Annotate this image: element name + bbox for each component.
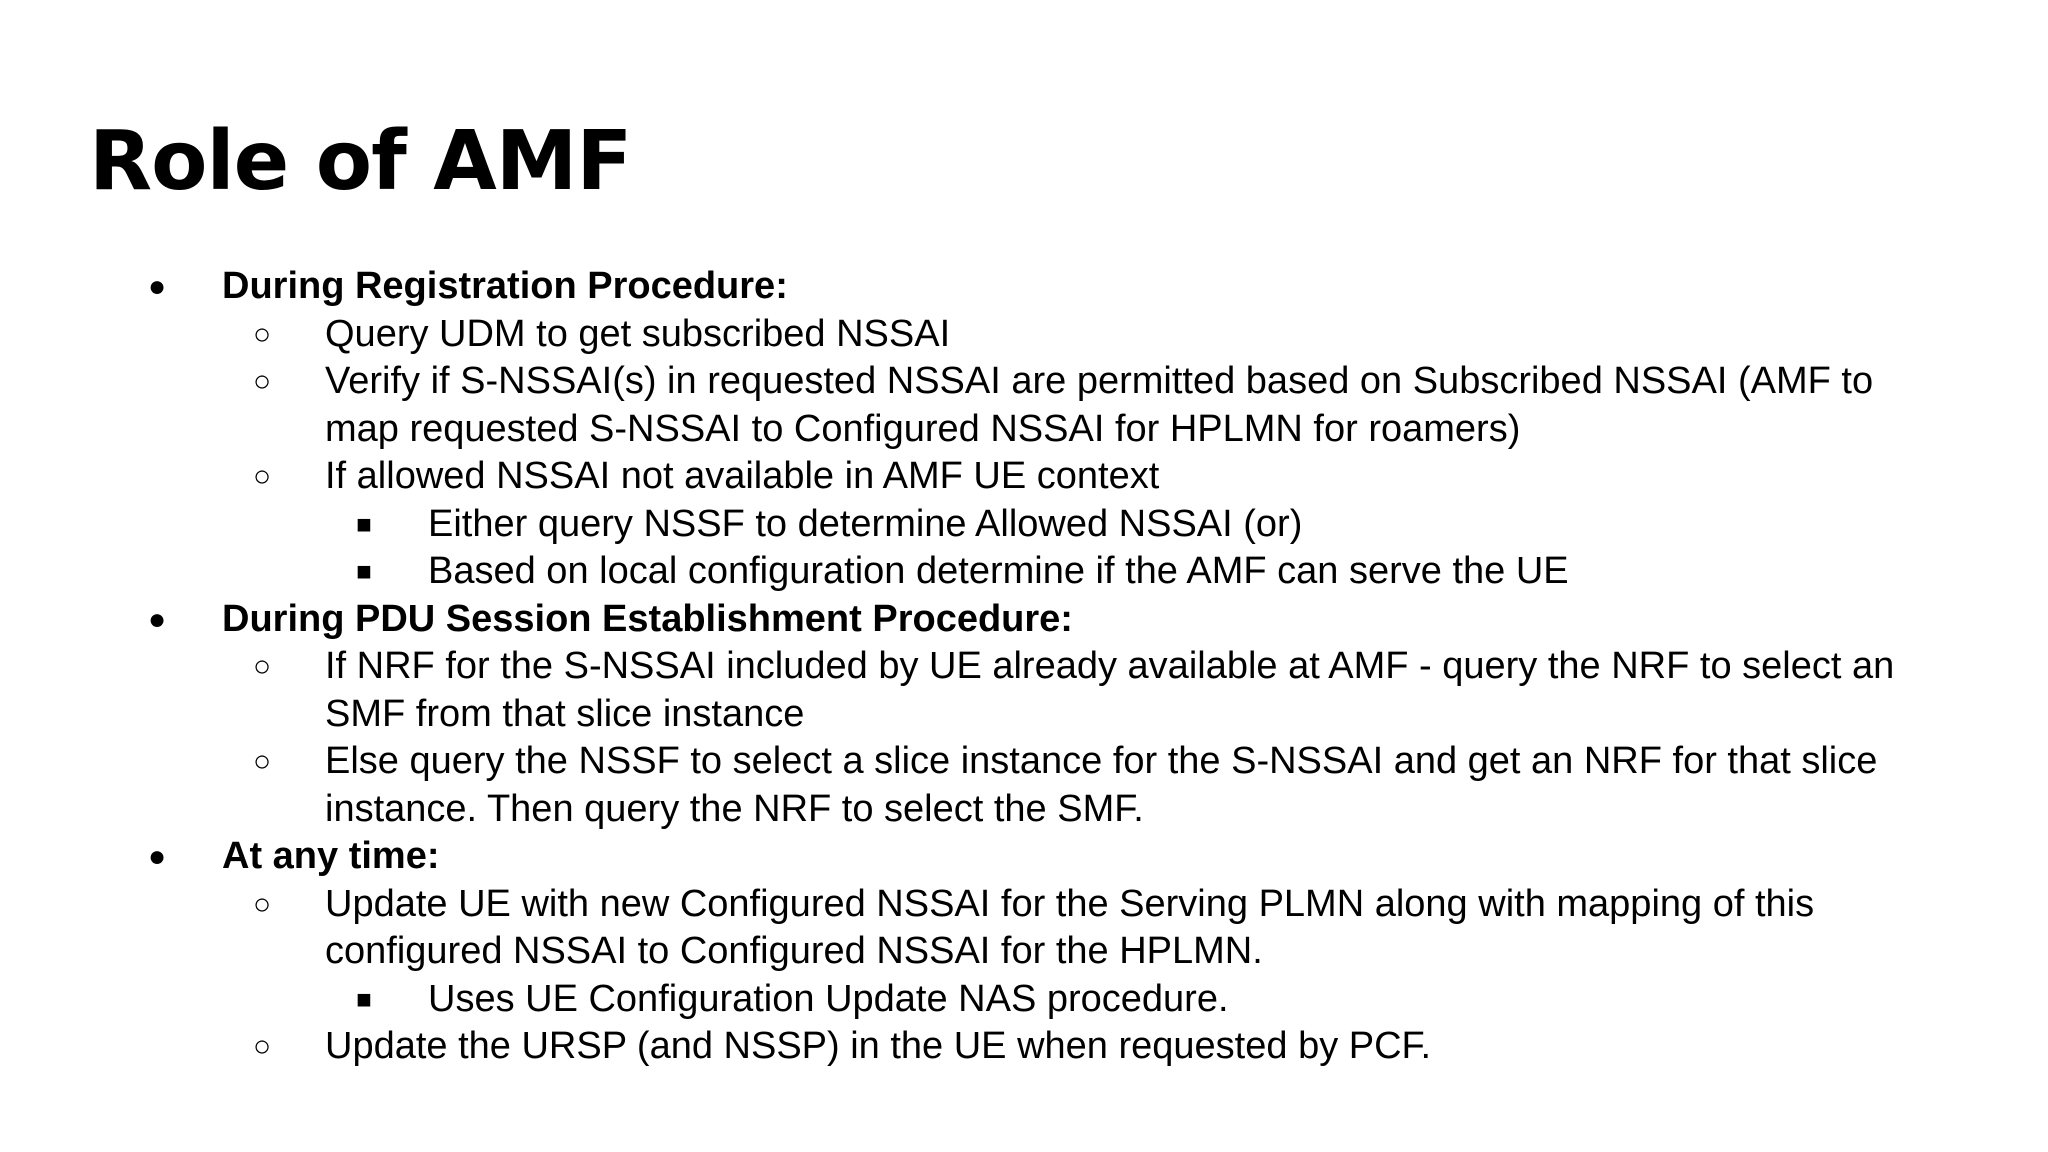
list-item-text: map requested S-NSSAI to Configured NSSAI for HPLMN for roamers) [325, 407, 1521, 450]
slide-title: Role of AMF [89, 114, 632, 209]
sub-list-item [0, 501, 2048, 549]
list-item [0, 881, 2048, 929]
bullet-square-icon: ■ [356, 556, 372, 586]
bullet-circle-icon: ○ [252, 365, 272, 398]
section-heading-text: At any time: [222, 835, 440, 877]
list-item-continuation [0, 406, 2048, 454]
list-item [0, 1023, 2048, 1071]
list-item [0, 643, 2048, 691]
bullet-dot-icon: ● [147, 840, 167, 873]
bullet-circle-icon: ○ [252, 745, 272, 778]
sub-list-item [0, 976, 2048, 1024]
section-heading-text: During Registration Procedure: [222, 265, 788, 307]
list-item-text: Update UE with new Configured NSSAI for the Serving PLMN along with mapping of this [325, 882, 1815, 925]
section-heading [0, 263, 2048, 311]
bullet-dot-icon: ● [147, 270, 167, 303]
list-item-continuation [0, 786, 2048, 834]
bullet-list [0, 263, 2048, 1071]
bullet-square-icon: ■ [356, 508, 372, 539]
list-item-text: Update the URSP (and NSSP) in the UE when requested by PCF. [325, 1025, 1432, 1067]
list-item-continuation [0, 928, 2048, 976]
list-item [0, 358, 2048, 406]
sub-list-item-text: Uses UE Configuration Update NAS procedure. [428, 977, 1229, 1020]
list-item-text: configured NSSAI to Configured NSSAI for the HPLMN. [325, 930, 1263, 972]
section-heading [0, 596, 2048, 644]
section-heading-text: During PDU Session Establishment Procedure: [222, 597, 1073, 640]
section-heading [0, 833, 2048, 881]
bullet-circle-icon: ○ [252, 650, 272, 683]
bullet-square-icon: ■ [356, 983, 372, 1014]
bullet-circle-icon: ○ [252, 1030, 272, 1063]
list-item-text: instance. Then query the NRF to select the SMF. [325, 787, 1144, 830]
list-item-text: If allowed NSSAI not available in AMF UE context [325, 455, 1160, 497]
list-item [0, 453, 2048, 501]
list-item-text: Query UDM to get subscribed NSSAI [325, 312, 951, 355]
bullet-circle-icon: ○ [252, 887, 272, 921]
bullet-circle-icon: ○ [252, 317, 272, 351]
sub-list-item-text: Either query NSSF to determine Allowed NSSAI (or) [428, 502, 1303, 545]
list-item-text: If NRF for the S-NSSAI included by UE already available at AMF - query the NRF to select an [325, 645, 1895, 687]
bullet-dot-icon: ● [147, 602, 167, 636]
sub-list-item [0, 548, 2048, 596]
list-item [0, 738, 2048, 786]
list-item [0, 311, 2048, 359]
sub-list-item-text: Based on local configuration determine if the AMF can serve the UE [428, 550, 1569, 592]
list-item-text: Verify if S-NSSAI(s) in requested NSSAI are permitted based on Subscribed NSSAI (AMF to [325, 360, 1874, 402]
list-item-continuation [0, 691, 2048, 739]
list-item-text: SMF from that slice instance [325, 692, 805, 735]
list-item-text: Else query the NSSF to select a slice instance for the S-NSSAI and get an NRF for that slice [325, 740, 1878, 782]
bullet-circle-icon: ○ [252, 460, 272, 493]
